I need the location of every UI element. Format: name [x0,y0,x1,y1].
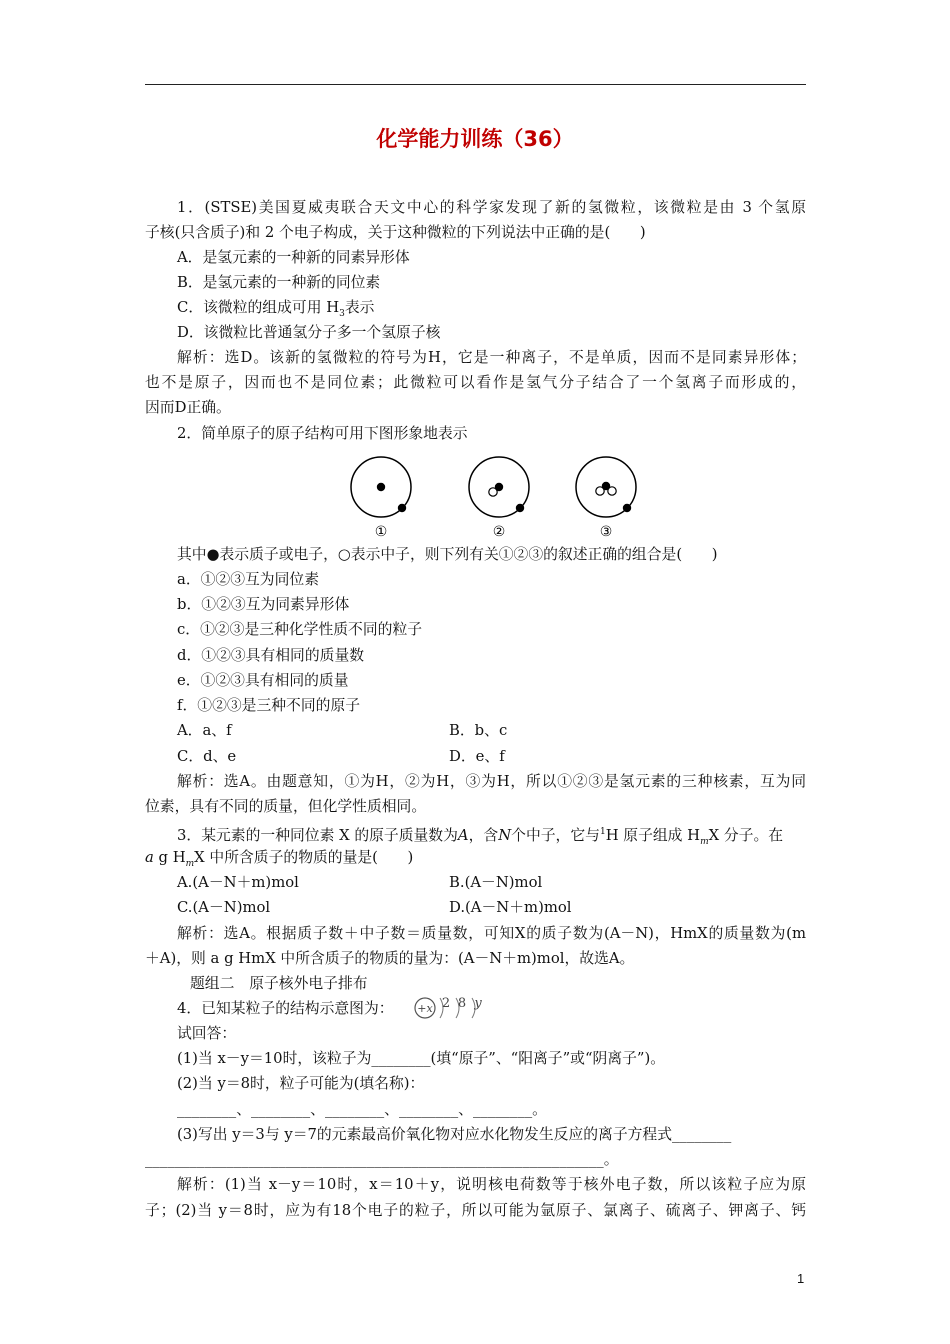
q2-item-a: a．①②③互为同位素 [177,571,319,588]
page-title: 化学能力训练（36） [376,127,574,151]
q4-answer-line2: 子；(2)当 y＝8时，应为有18个电子的粒子，所以可能为氩原子、氯离子、硫离子、钾离子、钙 [145,1202,806,1219]
q4-prompt: 试回答： [177,1025,237,1042]
atom-3-diagram [576,457,636,517]
shell1-count: 2 [441,996,451,1011]
q4-part2: (2)当 y＝8时，粒子可能为(填名称)： [177,1075,425,1092]
shell3-count: y [474,996,482,1011]
q2-choice-b: B．b、c [449,722,508,739]
atom-1-diagram [351,457,411,517]
q1-option-b: B．是氢元素的一种新的同位素 [177,274,381,291]
q3-stem-line1: 3．某元素的一种同位素 X 的原子质量数为A，含N个中子，它与$^1$H 原子组成 $H_mX$ 分子。在 [177,826,784,847]
q1-answer-line1: 解析：选D。该新的氢微粒的符号为H，它是一种离子，不是单质，因而不是同素异形体； [177,349,806,366]
header-rule [145,84,806,85]
q4-part3: (3)写出 y＝3与 y＝7的元素最高价氧化物对应水化物发生反应的离子方程式________ [177,1126,732,1143]
q1-stem-line1: 1．(STSE)美国夏威夷联合天文中心的科学家发现了新的氢微粒，该微粒是由 3 个氢原 [177,199,806,216]
q4-part2-blanks: ________、________、________、________、________。 [177,1101,547,1118]
q4-answer-line1: 解析：(1)当 x－y＝10时，x＝10＋y，说明核电荷数等于核外电子数，所以该粒子应为原 [177,1176,806,1193]
fig-label-2: ② [492,524,506,540]
q4-stem: 4．已知某粒子的结构示意图为： [177,1000,394,1017]
atom-2-diagram [469,457,529,517]
particle-structure-diagram [412,992,492,1022]
atom-figure [340,456,660,546]
fig-label-3: ③ [599,524,613,540]
q1-option-d: D．该微粒比普通氢分子多一个氢原子核 [177,324,441,341]
atom-3-proton [602,482,610,490]
page-number: 1 [797,1271,805,1286]
q1-option-c: C．该微粒的组成可用 $H_3$表示 [177,299,375,319]
q1-answer-line2: 也不是原子，因而也不是同位素；此微粒可以看作是氢气分子结合了一个氢离子而形成的， [145,374,806,391]
q2-item-d: d．①②③具有相同的质量数 [177,647,365,664]
atom-3-electron [623,504,631,512]
q4-part1: (1)当 x－y＝10时，该粒子为________(填“原子”、“阳离子”或“阴离子”)。 [177,1050,666,1067]
nucleus-charge: +x [417,1002,433,1015]
q1-stem-line2: 子核(只含质子)和 2 个电子构成，关于这种微粒的下列说法中正确的是( ) [145,224,646,241]
q1-answer-line3: 因而D正确。 [145,399,231,416]
q2-answer-line1: 解析：选A。由题意知，①为H，②为H，③为H，所以①②③是氢元素的三种核素，互为同 [177,773,806,790]
q2-answer-line2: 位素，具有不同的质量，但化学性质相同。 [145,798,427,815]
shell2-count: 8 [457,996,467,1011]
q2-item-e: e．①②③具有相同的质量 [177,672,349,689]
atom-1-proton [377,483,385,491]
q2-item-f: f．①②③是三种不同的原子 [177,697,361,714]
q1-option-a: A．是氢元素的一种新的同素异形体 [177,249,410,266]
q3-option-d: D.(A－N＋m)mol [449,899,572,916]
q3-answer-line1: 解析：选A。根据质子数＋中子数＝质量数，可知X的质子数为(A－N)，HmX的质量数为(m [177,925,806,942]
q2-choice-d: D．e、f [449,748,505,765]
fig-label-1: ① [374,524,388,540]
q2-stem: 2．简单原子的原子结构可用下图形象地表示 [177,425,468,442]
q2-item-b: b．①②③互为同素异形体 [177,596,350,613]
q3-answer-line2: ＋A)，则 a g HmX 中所含质子的物质的量为：(A－N＋m)mol，故选A。 [145,950,635,967]
atom-2-proton [495,483,503,491]
q2-item-c: c．①②③是三种化学性质不同的粒子 [177,621,423,638]
q2-choice-c: C．d、e [177,748,237,765]
atom-2-electron [516,504,524,512]
q2-choice-a: A．a、f [177,722,232,739]
q2-legend: 其中●表示质子或电子，○表示中子，则下列有关①②③的叙述正确的组合是( ) [177,546,718,563]
q3-option-c: C.(A－N)mol [177,899,271,916]
q3-option-b: B.(A－N)mol [449,874,543,891]
atom-1-electron [398,504,406,512]
q3-stem-line2: a g $H_mX$ 中所含质子的物质的量是( ) [145,849,414,869]
group2-heading: 题组二 原子核外电子排布 [190,975,368,992]
q3-option-a: A.(A－N＋m)mol [177,874,299,891]
q4-part3-cont: ______________________________________________________________。 [145,1151,619,1168]
